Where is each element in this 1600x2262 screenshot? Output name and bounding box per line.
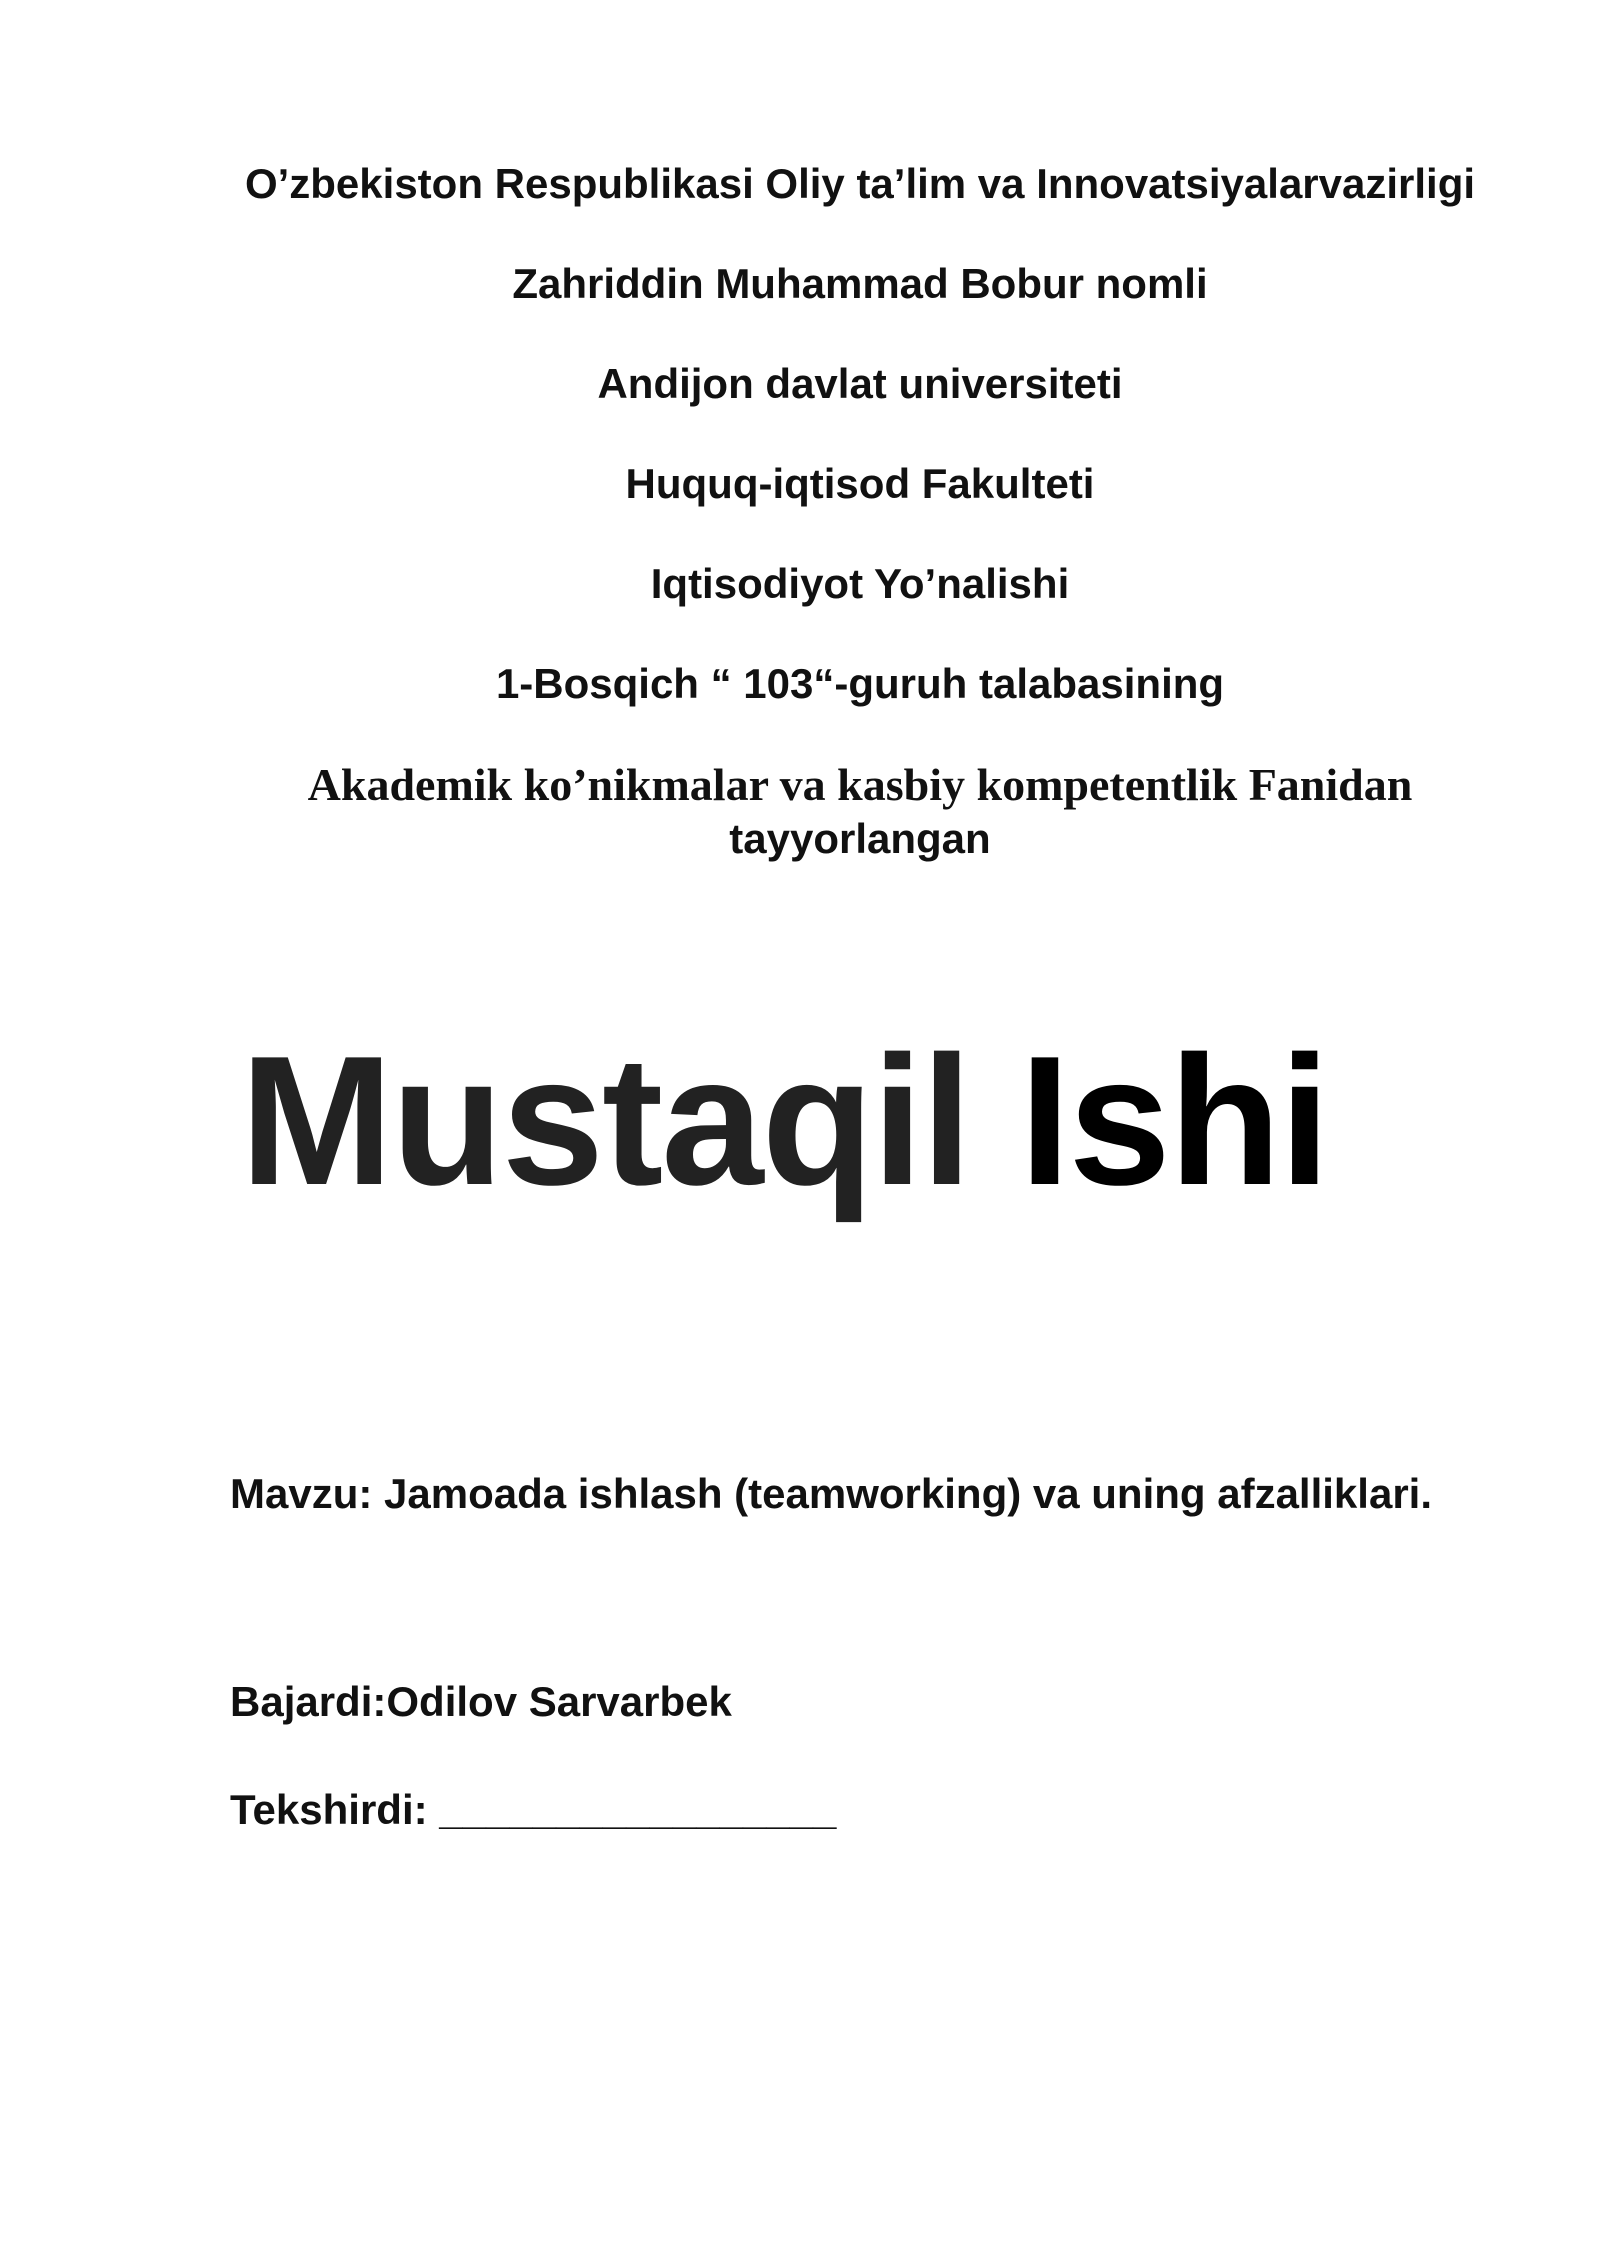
- subject-line-1: Akademik ko’nikmalar va kasbiy kompetentlik Fanidan: [307, 759, 1413, 810]
- checker-blank: _________________: [439, 1786, 837, 1833]
- subject-line-2: tayyorlangan: [729, 815, 991, 862]
- author-line: [230, 1676, 732, 1728]
- checker-label: Tekshirdi:: [230, 1786, 428, 1833]
- topic-label: Mavzu:: [230, 1470, 373, 1517]
- subject-block: [0, 758, 1600, 866]
- checker-line: [230, 1784, 836, 1836]
- author-label: Bajardi:: [230, 1678, 387, 1725]
- title-word-2: Ishi: [1019, 1017, 1329, 1223]
- group-line: 1-Bosqich “ 103“-guruh talabasining: [495, 660, 1225, 707]
- direction-name: Iqtisodiyot Yo’nalishi: [650, 560, 1070, 607]
- document-title: [240, 1010, 1328, 1230]
- ministry-name: O’zbekiston Respublikasi Oliy ta’lim va Innovatsiyalarvazirligi: [244, 160, 1476, 207]
- title-word-1: Mustaqil: [240, 1017, 971, 1223]
- faculty-name: Huquq-iqtisod Fakulteti: [625, 460, 1095, 507]
- topic-value: Jamoada ishlash (teamworking) va uning afzalliklari.: [384, 1470, 1433, 1517]
- university-name-line-1: Zahriddin Muhammad Bobur nomli: [512, 260, 1208, 307]
- topic-line: [230, 1468, 1432, 1520]
- author-value: Odilov Sarvarbek: [386, 1678, 732, 1725]
- university-name-line-2: Andijon davlat universiteti: [597, 360, 1123, 407]
